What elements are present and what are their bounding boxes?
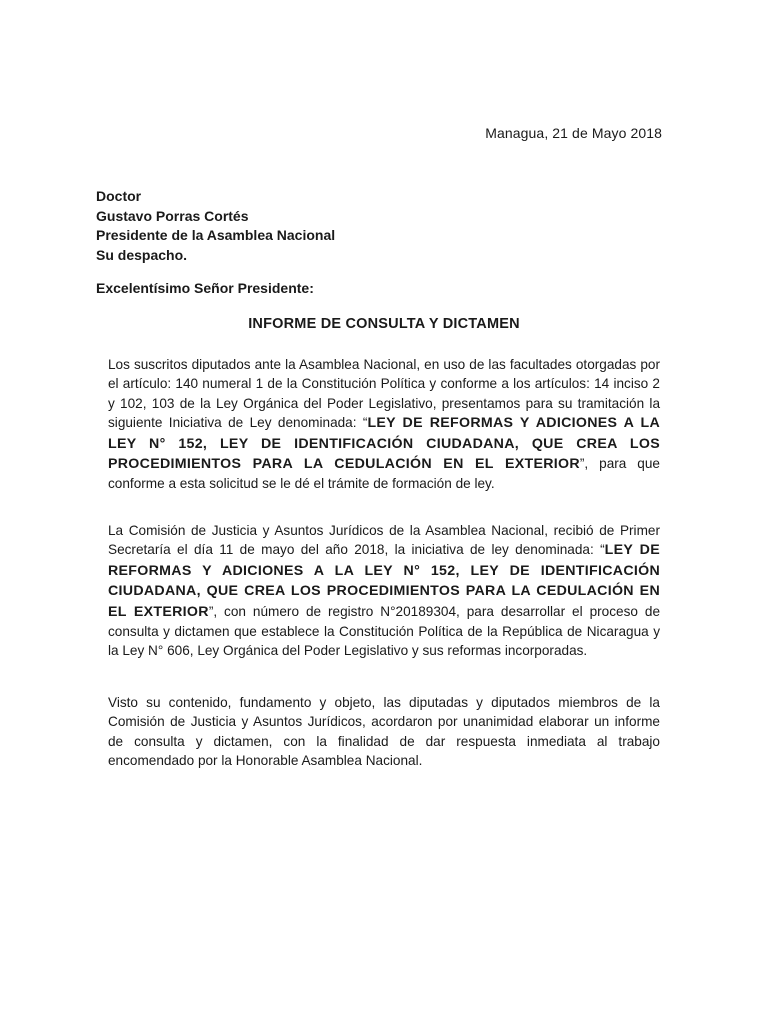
paragraph-2 <box>108 521 660 661</box>
addressee-honorific: Doctor <box>96 188 142 204</box>
addressee-office: Su despacho. <box>96 246 188 263</box>
paragraph-1 <box>108 355 660 494</box>
addressee-block <box>96 187 335 265</box>
paragraph-1-law-name: LEY DE REFORMAS Y ADICIONES A LA LEY N° 152, LEY DE IDENTIFICACIÓN CIUDADANA, QUE CREA LOS PROCEDIMIENTOS PARA LA CEDULACIÓN EN EL EXTERIOR <box>108 415 660 473</box>
document-title: INFORME DE CONSULTA Y DICTAMEN <box>248 316 520 332</box>
letter-date: Managua, 21 de Mayo 2018 <box>485 125 662 141</box>
paragraph-3: Visto su contenido, fundamento y objeto, las diputadas y diputados miembros de la Comisión de Justicia y Asuntos Jurídicos, acordaron por unanimidad elaborar un informe de consulta y dictamen, con la finalidad de dar respuesta inmediata al trabajo encomendado por la Honorable Asamblea Nacional. <box>108 695 660 769</box>
addressee-name: Gustavo Porras Cortés <box>96 207 249 224</box>
paragraph-1-closing: ”, para que conforme a esta solicitud se le dé el trámite de formación de ley. <box>108 456 660 492</box>
paragraph-2-intro: La Comisión de Justicia y Asuntos Jurídicos de la Asamblea Nacional, recibió de Primer Secretaría el día 11 de mayo del año 2018, la iniciativa de ley denominada: “ <box>108 523 660 558</box>
paragraph-2-law-name: LEY DE REFORMAS Y ADICIONES A LA LEY N° 152, LEY DE IDENTIFICACIÓN CIUDADANA, QUE CREA LOS PROCEDIMIENTOS PARA LA CEDULACIÓN EN EL EXTERIOR <box>108 542 660 620</box>
salutation: Excelentísimo Señor Presidente: <box>96 280 314 296</box>
paragraph-2-closing: ”, con número de registro N°20189304, para desarrollar el proceso de consulta y dictamen que establece la Constitución Política de la República de Nicaragua y la Ley N° 606, Ley Orgánica del Poder Legislativo y sus reformas incorporadas. <box>108 603 661 659</box>
addressee-position: Presidente de la Asamblea Nacional <box>96 227 336 243</box>
paragraph-1-intro: Los suscritos diputados ante la Asamblea Nacional, en uso de las facultades otorgadas por el artículo: 140 numeral 1 de la Constitución Política y conforme a los artículos: 14 inciso 2 y 102, 103 de la Ley Orgánica del Poder Legislativo, presentamos para su tramitación la siguiente Iniciativa de Ley denominada: “ <box>108 357 660 431</box>
